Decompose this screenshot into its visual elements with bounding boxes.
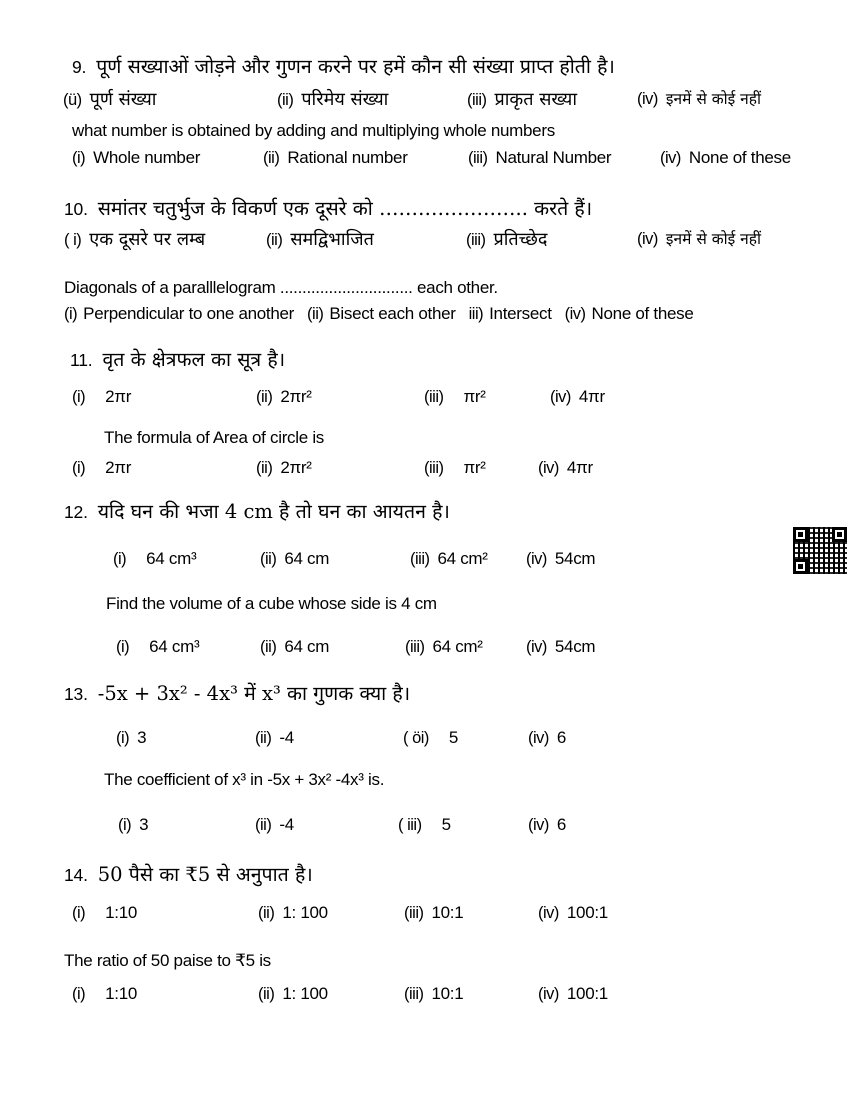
q9-number: 9. <box>72 57 87 77</box>
q9-option-en-ii: (ii) Rational number <box>263 148 408 167</box>
q14-number: 14. <box>64 865 88 885</box>
q13-option2-i: (i) 3 <box>118 815 149 834</box>
q11-options-row1 <box>0 387 850 413</box>
q11-option1-ii: (ii) 2πr² <box>256 387 312 406</box>
q12-number: 12. <box>64 502 88 522</box>
q10-stem-english: Diagonals of a paralllelogram .............................. each other. <box>64 278 498 297</box>
q11-option2-ii: (ii) 2πr² <box>256 458 312 477</box>
q11-option1-iii: (iii) πr² <box>424 387 486 406</box>
q10-options-hindi <box>0 227 850 253</box>
q13-options-row1 <box>0 728 850 754</box>
q11-option1-i: (i) 2πr <box>72 387 132 406</box>
q11-number: 11. <box>70 350 93 370</box>
q11-option2-iv: (iv) 4πr <box>538 458 593 477</box>
q9-option-hi-iii: (iii) प्राकृत सख्या <box>467 89 578 110</box>
q14-options-row1 <box>0 903 850 929</box>
q14-stem-hindi: 14. 50 पैसे का ₹5 से अनुपात है। <box>64 863 313 886</box>
q10-option-hi-ii: (ii) समद्विभाजित <box>266 229 374 250</box>
q10-option-en-iii: iii) Intersect <box>468 304 552 323</box>
q13-stem-hindi: 13. -5x + 3x² - 4x³ में x³ का गुणक क्या है। <box>64 682 411 705</box>
q13-option2-ii: (ii) -4 <box>255 815 294 834</box>
q13-option1-iv: (iv) 6 <box>528 728 567 747</box>
q14-option1-ii: (ii) 1: 100 <box>258 903 328 922</box>
q9-options-english <box>0 148 850 174</box>
q12-option1-iii: (iii) 64 cm² <box>410 549 488 568</box>
q9-stem-hindi: 9. पूर्ण सख्याओं जोड़ने और गुणन करने पर हमें कौन सी संख्या प्राप्त होती है। <box>72 55 615 78</box>
q13-option1-ii: (ii) -4 <box>255 728 294 747</box>
q13-options-row2 <box>0 815 850 841</box>
q12-stem-english: Find the volume of a cube whose side is 4 cm <box>106 594 437 613</box>
q10-option-hi-iii: (iii) प्रतिच्छेद <box>466 229 548 250</box>
q9-option-hi-iv: (iv) इनमें से कोई नहीं <box>637 90 762 108</box>
q13-stem-english: The coefficient of x³ in -5x + 3x² -4x³ is. <box>104 770 385 789</box>
q9-option-en-iii: (iii) Natural Number <box>468 148 612 167</box>
q13-option1-iii: ( öi) 5 <box>403 728 459 747</box>
q9-option-hi-i: (ü) पूर्ण संख्या <box>63 89 157 110</box>
q12-option1-iv: (iv) 54cm <box>526 549 596 568</box>
q10-option-hi-i: ( i) एक दूसरे पर लम्ब <box>64 229 206 250</box>
q11-stem-english: The formula of Area of circle is <box>104 428 324 447</box>
q14-option2-iv: (iv) 100:1 <box>538 984 608 1003</box>
q10-option-en-ii: (ii) Bisect each other <box>307 304 456 323</box>
q12-option2-ii: (ii) 64 cm <box>260 637 330 656</box>
q13-option2-iii: ( iii) 5 <box>398 815 451 834</box>
q14-option2-i: (i) 1:10 <box>72 984 138 1003</box>
q14-option2-ii: (ii) 1: 100 <box>258 984 328 1003</box>
q10-options-english <box>64 304 693 324</box>
q10-option-en-iv: (iv) None of these <box>564 304 694 323</box>
q12-option2-i: (i) 64 cm³ <box>116 637 200 656</box>
q14-options-row2 <box>0 984 850 1010</box>
q12-option1-i: (i) 64 cm³ <box>113 549 197 568</box>
q13-option1-i: (i) 3 <box>116 728 147 747</box>
q12-option2-iii: (iii) 64 cm² <box>405 637 483 656</box>
q10-number: 10. <box>64 199 88 219</box>
q14-option1-iii: (iii) 10:1 <box>404 903 464 922</box>
q12-option1-ii: (ii) 64 cm <box>260 549 330 568</box>
q10-option-en-i: (i) Perpendicular to one another <box>64 304 295 323</box>
q14-option2-iii: (iii) 10:1 <box>404 984 464 1003</box>
q13-number: 13. <box>64 684 88 704</box>
q11-option2-i: (i) 2πr <box>72 458 132 477</box>
q14-option1-iv: (iv) 100:1 <box>538 903 608 922</box>
q11-stem-hindi: 11. वृत के क्षेत्रफल का सूत्र है। <box>70 348 286 371</box>
qr-finder-top-left <box>793 527 808 542</box>
q12-options-row2 <box>0 637 850 663</box>
q14-stem-english: The ratio of 50 paise to ₹5 is <box>64 951 271 970</box>
q12-options-row1 <box>0 549 850 575</box>
q9-option-hi-ii: (ii) परिमेय संख्या <box>277 89 389 110</box>
q13-option2-iv: (iv) 6 <box>528 815 567 834</box>
q12-option2-iv: (iv) 54cm <box>526 637 596 656</box>
q12-stem-hindi: 12. यदि घन की भजा 4 cm है तो घन का आयतन है। <box>64 500 450 523</box>
q9-option-en-i: (i) Whole number <box>72 148 201 167</box>
q10-option-hi-iv: (iv) इनमें से कोई नहीं <box>637 230 762 248</box>
q9-options-hindi <box>0 87 850 113</box>
q11-options-row2 <box>0 458 850 484</box>
q10-stem-hindi: 10. समांतर चतुर्भुज के विकर्ण एक दूसरे को ………………….. करते हैं। <box>64 197 593 220</box>
q14-option1-i: (i) 1:10 <box>72 903 138 922</box>
q11-option2-iii: (iii) πr² <box>424 458 486 477</box>
q9-option-en-iv: (iv) None of these <box>660 148 791 167</box>
qr-finder-top-right <box>832 527 847 542</box>
q9-stem-english: what number is obtained by adding and multiplying whole numbers <box>72 121 555 140</box>
q11-option1-iv: (iv) 4πr <box>550 387 605 406</box>
